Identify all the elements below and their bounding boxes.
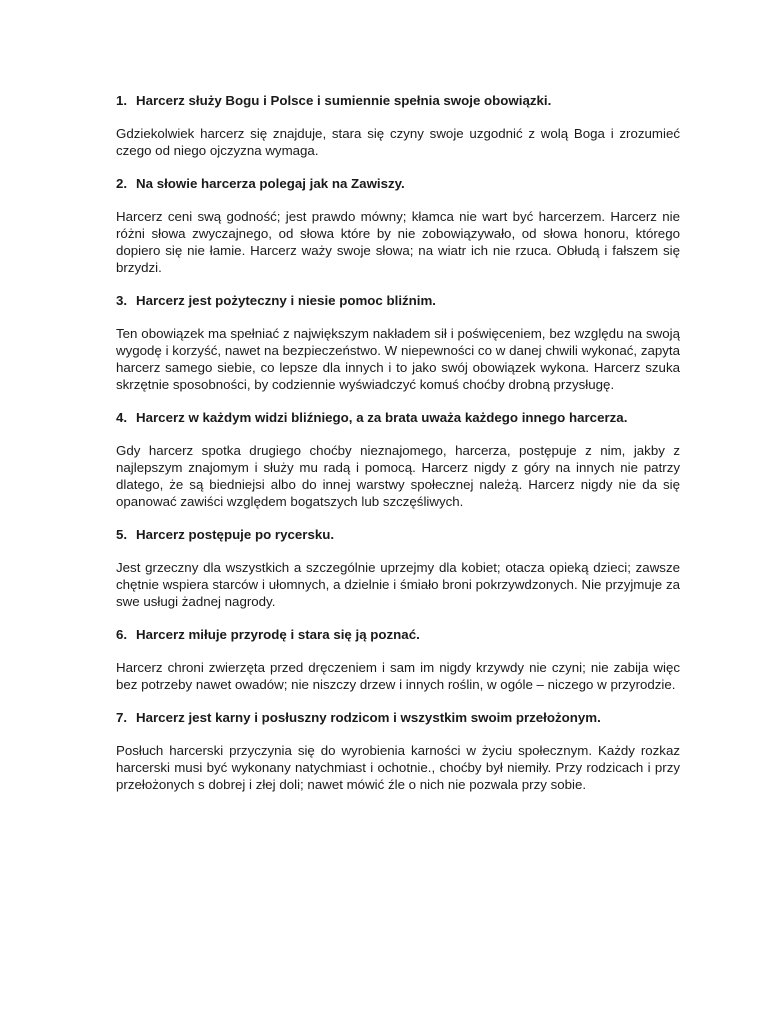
law-title: Na słowie harcerza polegaj jak na Zawiszy. xyxy=(136,176,405,191)
law-title: Harcerz miłuje przyrodę i stara się ją poznać. xyxy=(136,627,420,642)
law-heading xyxy=(116,292,680,309)
law-title: Harcerz postępuje po rycersku. xyxy=(136,527,335,542)
law-paragraph: Harcerz chroni zwierzęta przed dręczeniem i sam im nigdy krzywdy nie czyni; nie zabija więc bez potrzeby nawet owadów; nie niszczy drzew i innych roślin, w ogóle – niczego w przyrodzie. xyxy=(116,660,680,692)
law-heading xyxy=(116,526,680,543)
law-paragraph: Ten obowiązek ma spełniać z największym nakładem sił i poświęceniem, bez względu na swoją wygodę i korzyść, nawet na bezpieczeństwo. W niepewności co w danej chwili wykonać, zapyta harcerz samego siebie, co lepsze dla innych i to jako swój obowiązek wykona. Harcerz szuka skrzętnie sposobności, by codziennie wyświadczyć komuś choćby drobną przysługę. xyxy=(116,326,680,392)
law-number: 2. xyxy=(116,176,128,191)
law-title: Harcerz służy Bogu i Polsce i sumiennie spełnia swoje obowiązki. xyxy=(136,93,552,108)
law-5 xyxy=(116,526,680,610)
law-1 xyxy=(116,92,680,159)
law-paragraph: Gdziekolwiek harcerz się znajduje, stara się czyny swoje uzgodnić z wolą Boga i zrozumieć czego od niego ojczyzna wymaga. xyxy=(116,126,680,158)
law-number: 1. xyxy=(116,93,128,108)
law-paragraph: Posłuch harcerski przyczynia się do wyrobienia karności w życiu społecznym. Każdy rozkaz harcerski musi być wykonany natychmiast i ochotnie., choćby był niemiły. Przy rodzicach i przy przełożonych s dobrej i złej doli; nawet mówić źle o nich nie pozwala przy sobie. xyxy=(116,743,680,792)
law-2 xyxy=(116,175,680,276)
law-title: Harcerz jest karny i posłuszny rodzicom i wszystkim swoim przełożonym. xyxy=(136,710,601,725)
law-number: 3. xyxy=(116,293,128,308)
law-number: 7. xyxy=(116,710,128,725)
law-number: 4. xyxy=(116,410,128,425)
law-heading xyxy=(116,709,680,726)
law-6 xyxy=(116,626,680,693)
law-7 xyxy=(116,709,680,793)
law-heading xyxy=(116,92,680,109)
law-paragraph: Gdy harcerz spotka drugiego choćby nieznajomego, harcerza, postępuje z nim, jakby z najlepszym znajomym i służy mu radą i pomocą. Harcerz nigdy z góry na innych nie patrzy dlatego, że są biedniejsi albo do innej warstwy społecznej należą. Harcerz nigdy nie da się opanować zawiści względem bogatszych lub szczęśliwych. xyxy=(116,443,680,509)
law-title: Harcerz jest pożyteczny i niesie pomoc bliźnim. xyxy=(136,293,437,308)
law-heading xyxy=(116,175,680,192)
law-heading xyxy=(116,626,680,643)
document-page xyxy=(116,92,680,809)
law-4 xyxy=(116,409,680,510)
law-title: Harcerz w każdym widzi bliźniego, a za brata uważa każdego innego harcerza. xyxy=(136,410,628,425)
law-paragraph: Harcerz ceni swą godność; jest prawdo mówny; kłamca nie wart być harcerzem. Harcerz nie różni słowa zwyczajnego, od słowa które by nie zobowiązywało, od słowa honoru, którego dopiero się nie łamie. Harcerz waży swoje słowa; na wiatr ich nie rzuca. Obłudą i fałszem się brzydzi. xyxy=(116,209,680,275)
law-number: 5. xyxy=(116,527,128,542)
law-heading xyxy=(116,409,680,426)
law-number: 6. xyxy=(116,627,128,642)
law-3 xyxy=(116,292,680,393)
law-paragraph: Jest grzeczny dla wszystkich a szczególnie uprzejmy dla kobiet; otacza opieką dzieci; zawsze chętnie wspiera starców i ułomnych, a dzielnie i śmiało broni pokrzywdzonych. Nie przyjmuje za swe usługi żadnej nagrody. xyxy=(116,560,680,609)
